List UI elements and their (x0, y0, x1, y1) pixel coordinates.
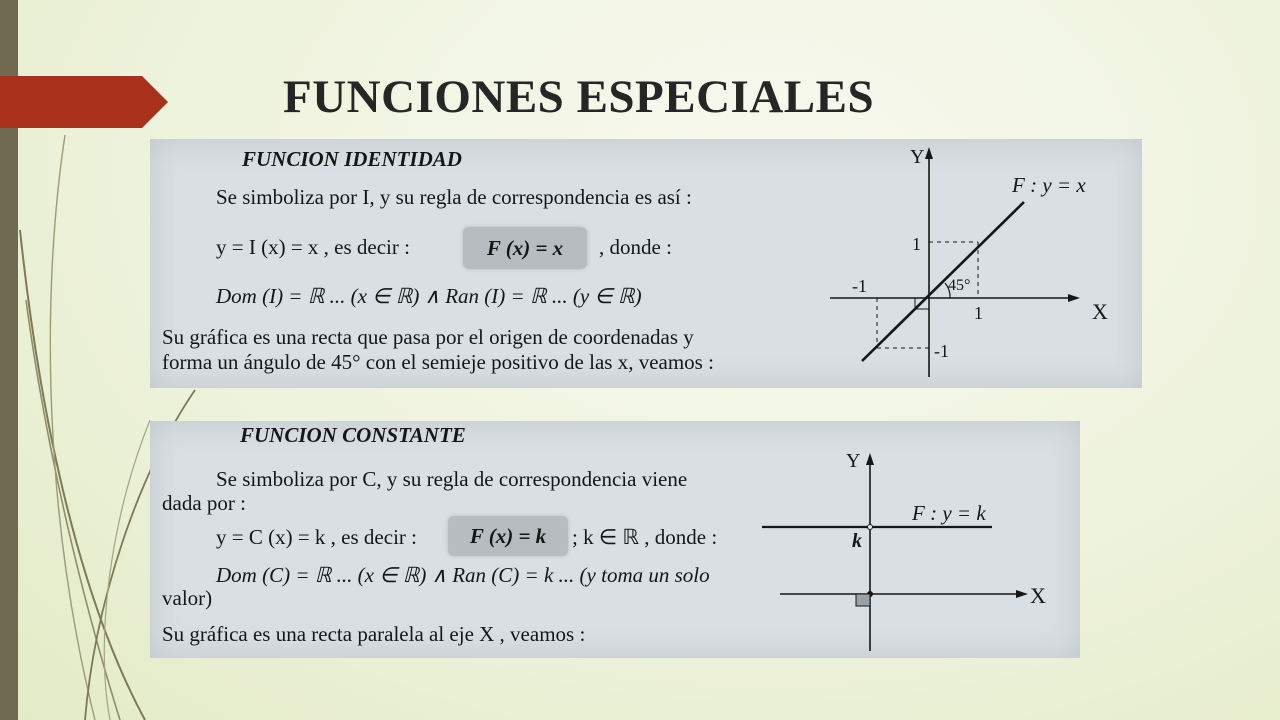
identidad-line-4: Su gráfica es una recta que pasa por el origen de coordenadas y (162, 325, 694, 349)
constante-y-arrow-icon (866, 453, 874, 465)
identidad-x-arrow-icon (1068, 294, 1080, 302)
constante-origin-square (856, 594, 870, 606)
constante-intercept-point (868, 525, 873, 530)
constante-x-arrow-icon (1016, 590, 1028, 598)
funcion-constante-panel (150, 421, 1080, 658)
identidad-y-label: Y (910, 146, 925, 168)
identidad-formula-box: F (x) = x (463, 227, 587, 269)
title-accent-arrow (0, 76, 168, 128)
constante-line-6: Su gráfica es una recta paralela al eje X , veamos : (162, 622, 586, 646)
constante-formula-box: F (x) = k (448, 516, 568, 556)
constante-line-3-left: y = C (x) = k , es decir : (216, 525, 417, 549)
constante-heading: FUNCION CONSTANTE (240, 423, 466, 447)
identidad-line-3: Dom (I) = ℝ ... (x ∈ ℝ) ∧ Ran (I) = ℝ ... (y ∈ ℝ) (216, 284, 642, 308)
constante-y-label: Y (846, 450, 861, 472)
identidad-line-1: Se simboliza por I, y su regla de correspondencia es así : (216, 185, 692, 209)
slide-title: FUNCIONES ESPECIALES (283, 71, 875, 123)
constante-k-label: k (852, 530, 862, 552)
constante-line-1: Se simboliza por C, y su regla de correspondencia viene (216, 467, 688, 491)
identidad-graph (822, 139, 1142, 388)
constante-x-label: X (1030, 583, 1046, 608)
constante-line-4: Dom (C) = ℝ ... (x ∈ ℝ) ∧ Ran (C) = k ... (y toma un solo (216, 563, 710, 587)
identidad-angle-label: 45° (948, 277, 971, 294)
constante-line-5: valor) (162, 586, 213, 610)
identidad-line-2-left: y = I (x) = x , es decir : (216, 235, 410, 259)
identidad-y-arrow-icon (925, 147, 933, 159)
identidad-tick-x-neg: -1 (852, 276, 867, 296)
constante-function-label: F : y = k (912, 501, 986, 525)
identidad-line-2-right: , donde : (599, 235, 672, 259)
identidad-x-label: X (1092, 299, 1108, 324)
identidad-function-line (862, 202, 1024, 361)
identidad-line-5: forma un ángulo de 45° con el semieje positivo de las x, veamos : (162, 350, 714, 374)
constante-line-3-right: ; k ∈ ℝ , donde : (572, 525, 718, 549)
identidad-function-label: F : y = x (1012, 173, 1086, 197)
identidad-tick-y-neg: -1 (934, 341, 949, 361)
constante-line-2: dada por : (162, 491, 246, 515)
identidad-heading: FUNCION IDENTIDAD (242, 147, 462, 171)
identidad-tick-y-pos: 1 (912, 234, 921, 254)
identidad-tick-x-pos: 1 (974, 303, 983, 323)
constante-graph (750, 421, 1080, 658)
funcion-identidad-panel (150, 139, 1142, 388)
